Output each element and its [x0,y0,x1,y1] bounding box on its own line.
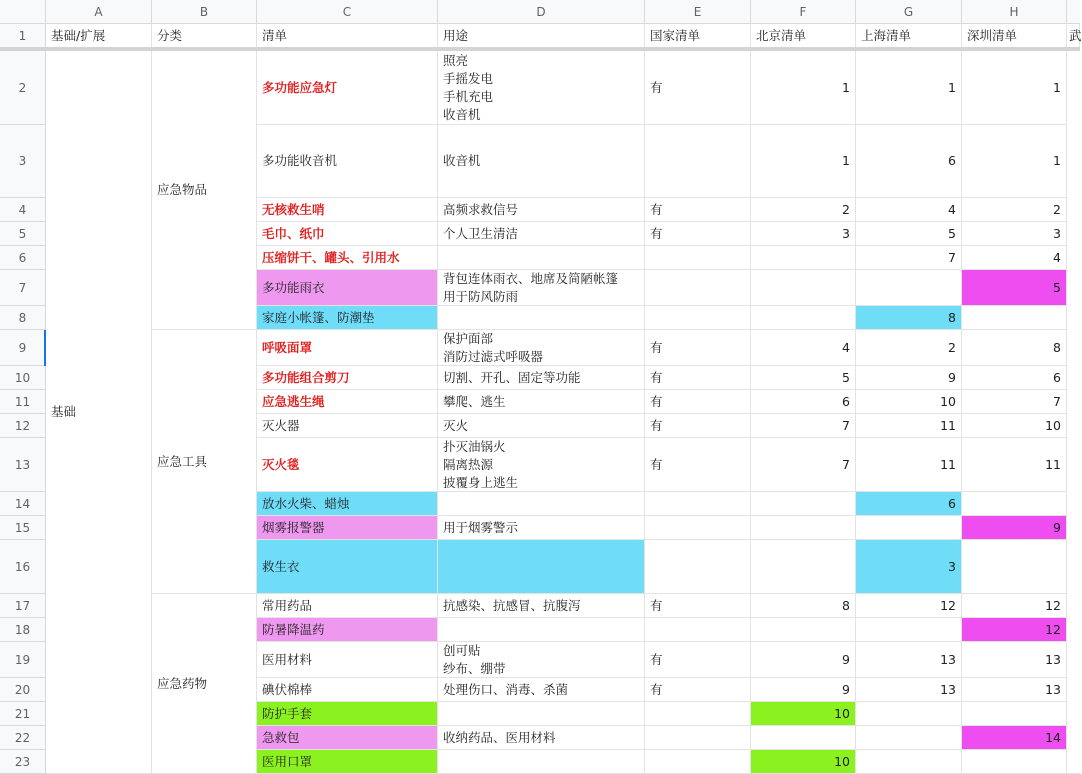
item-cell[interactable]: 呼吸面罩 [257,330,438,366]
item-cell[interactable]: 烟雾报警器 [257,516,438,540]
beijing-cell[interactable] [751,618,856,642]
item-cell[interactable]: 放水火柴、蜡烛 [257,492,438,516]
row-header[interactable]: 18 [0,618,46,642]
row-header[interactable]: 8 [0,306,46,330]
header-cell-national[interactable]: 国家清单 [645,24,751,48]
column-header-d[interactable]: D [438,0,645,24]
shenzhen-cell[interactable]: 8 [962,330,1067,366]
item-cell[interactable]: 灭火器 [257,414,438,438]
row-header[interactable]: 21 [0,702,46,726]
shenzhen-cell[interactable] [962,492,1067,516]
shanghai-cell[interactable]: 13 [856,642,962,678]
shenzhen-cell[interactable]: 12 [962,594,1067,618]
shenzhen-cell[interactable]: 3 [962,222,1067,246]
shanghai-cell[interactable]: 5 [856,222,962,246]
header-cell-shenzhen[interactable]: 深圳清单 [962,24,1067,48]
national-cell[interactable]: 有 [645,594,751,618]
select-all-corner[interactable] [0,0,46,24]
row-header[interactable]: 6 [0,246,46,270]
selected-row-indicator [0,330,46,366]
item-cell[interactable]: 医用材料 [257,642,438,678]
national-cell[interactable] [645,540,751,594]
national-cell[interactable]: 有 [645,438,751,492]
shanghai-cell[interactable]: 3 [856,540,962,594]
purpose-cell[interactable] [438,750,645,774]
column-header-b[interactable]: B [152,0,257,24]
item-cell[interactable]: 医用口罩 [257,750,438,774]
shanghai-cell[interactable]: 4 [856,198,962,222]
purpose-cell[interactable]: 收纳药品、医用材料 [438,726,645,750]
partial-column-cells[interactable] [1067,51,1080,774]
header-cell-type[interactable]: 基础/扩展 [46,24,152,48]
shenzhen-cell[interactable]: 6 [962,366,1067,390]
shanghai-cell[interactable] [856,516,962,540]
shenzhen-cell[interactable]: 7 [962,390,1067,414]
purpose-cell[interactable]: 灭火 [438,414,645,438]
beijing-cell[interactable] [751,726,856,750]
row-header[interactable]: 22 [0,726,46,750]
row-header[interactable]: 16 [0,540,46,594]
shenzhen-cell[interactable]: 13 [962,678,1067,702]
header-cell-category[interactable]: 分类 [152,24,257,48]
shenzhen-cell[interactable] [962,750,1067,774]
item-cell[interactable]: 碘伏棉棒 [257,678,438,702]
national-cell[interactable] [645,702,751,726]
item-cell[interactable]: 防暑降温药 [257,618,438,642]
item-cell[interactable]: 防护手套 [257,702,438,726]
row-header[interactable]: 5 [0,222,46,246]
item-cell[interactable]: 应急逃生绳 [257,390,438,414]
purpose-cell[interactable]: 切割、开孔、固定等功能 [438,366,645,390]
national-cell[interactable] [645,246,751,270]
column-header-f[interactable]: F [751,0,856,24]
shenzhen-cell[interactable] [962,306,1067,330]
shanghai-cell[interactable]: 13 [856,678,962,702]
column-header-c[interactable]: C [257,0,438,24]
national-cell[interactable] [645,492,751,516]
item-cell[interactable]: 多功能组合剪刀 [257,366,438,390]
header-cell-shanghai[interactable]: 上海清单 [856,24,962,48]
item-cell[interactable]: 无核救生哨 [257,198,438,222]
national-cell[interactable]: 有 [645,330,751,366]
header-cell-next[interactable]: 武 [1067,24,1080,48]
column-header-g[interactable]: G [856,0,962,24]
purpose-cell[interactable] [438,540,645,594]
shenzhen-cell[interactable]: 1 [962,125,1067,198]
column-header-a[interactable]: A [46,0,152,24]
row-header[interactable]: 2 [0,51,46,125]
national-cell[interactable] [645,516,751,540]
purpose-cell[interactable]: 背包连体雨衣、地席及简陋帐篷 用于防风防雨 [438,270,645,306]
category-tools-cell[interactable]: 应急工具 [152,330,257,594]
item-cell[interactable]: 多功能雨衣 [257,270,438,306]
shanghai-cell[interactable]: 11 [856,438,962,492]
row-header[interactable]: 19 [0,642,46,678]
row-header[interactable]: 3 [0,125,46,198]
national-cell[interactable]: 有 [645,366,751,390]
group-base-cell[interactable]: 基础 [46,51,152,774]
purpose-cell[interactable]: 高频求救信号 [438,198,645,222]
beijing-cell[interactable]: 7 [751,438,856,492]
item-cell[interactable]: 毛巾、纸巾 [257,222,438,246]
shanghai-cell[interactable]: 12 [856,594,962,618]
purpose-cell[interactable]: 保护面部 消防过滤式呼吸器 [438,330,645,366]
row-header[interactable]: 1 [0,24,46,48]
beijing-cell[interactable]: 9 [751,642,856,678]
national-cell[interactable] [645,726,751,750]
row-header[interactable]: 10 [0,366,46,390]
national-cell[interactable]: 有 [645,678,751,702]
national-cell[interactable] [645,750,751,774]
row-header[interactable]: 11 [0,390,46,414]
shanghai-cell[interactable] [856,726,962,750]
beijing-cell[interactable] [751,492,856,516]
shenzhen-cell[interactable]: 4 [962,246,1067,270]
row-header[interactable]: 12 [0,414,46,438]
purpose-cell[interactable]: 抗感染、抗感冒、抗腹泻 [438,594,645,618]
purpose-cell[interactable]: 用于烟雾警示 [438,516,645,540]
national-cell[interactable] [645,618,751,642]
shenzhen-cell[interactable]: 12 [962,618,1067,642]
shanghai-cell[interactable]: 2 [856,330,962,366]
frozen-row-divider[interactable] [0,47,1080,51]
beijing-cell[interactable]: 4 [751,330,856,366]
beijing-cell[interactable]: 6 [751,390,856,414]
national-cell[interactable]: 有 [645,414,751,438]
header-cell-item[interactable]: 清单 [257,24,438,48]
beijing-cell[interactable] [751,516,856,540]
beijing-cell[interactable]: 1 [751,51,856,125]
purpose-cell[interactable]: 照亮 手摇发电 手机充电 收音机 [438,51,645,125]
beijing-cell[interactable]: 8 [751,594,856,618]
category-meds-cell[interactable]: 应急药物 [152,594,257,774]
shenzhen-cell[interactable]: 2 [962,198,1067,222]
beijing-cell[interactable]: 9 [751,678,856,702]
row-header[interactable]: 15 [0,516,46,540]
row-header[interactable]: 9 [0,330,46,366]
national-cell[interactable] [645,306,751,330]
shanghai-cell[interactable] [856,702,962,726]
shenzhen-cell[interactable]: 9 [962,516,1067,540]
shenzhen-cell[interactable]: 10 [962,414,1067,438]
shanghai-cell[interactable] [856,270,962,306]
item-cell[interactable]: 急救包 [257,726,438,750]
shanghai-cell[interactable]: 8 [856,306,962,330]
purpose-cell[interactable]: 个人卫生清洁 [438,222,645,246]
shanghai-cell[interactable]: 7 [856,246,962,270]
national-cell[interactable]: 有 [645,198,751,222]
category-goods-cell[interactable]: 应急物品 [152,51,257,330]
beijing-cell[interactable]: 10 [751,702,856,726]
national-cell[interactable]: 有 [645,390,751,414]
national-cell[interactable]: 有 [645,51,751,125]
column-header-h[interactable]: H [962,0,1067,24]
purpose-cell[interactable]: 攀爬、逃生 [438,390,645,414]
purpose-cell[interactable] [438,306,645,330]
row-header[interactable]: 17 [0,594,46,618]
purpose-cell[interactable]: 创可贴 纱布、绷带 [438,642,645,678]
shenzhen-cell[interactable]: 13 [962,642,1067,678]
row-header[interactable]: 4 [0,198,46,222]
beijing-cell[interactable]: 1 [751,125,856,198]
item-cell[interactable]: 救生衣 [257,540,438,594]
header-cell-beijing[interactable]: 北京清单 [751,24,856,48]
column-header-i[interactable] [1067,0,1080,24]
shenzhen-cell[interactable] [962,702,1067,726]
shanghai-cell[interactable]: 6 [856,492,962,516]
item-cell[interactable]: 灭火毯 [257,438,438,492]
purpose-cell[interactable] [438,702,645,726]
national-cell[interactable] [645,125,751,198]
beijing-cell[interactable] [751,246,856,270]
shenzhen-cell[interactable]: 11 [962,438,1067,492]
row-header[interactable]: 14 [0,492,46,516]
item-cell[interactable]: 多功能收音机 [257,125,438,198]
beijing-cell[interactable]: 5 [751,366,856,390]
shanghai-cell[interactable]: 10 [856,390,962,414]
shanghai-cell[interactable] [856,750,962,774]
item-cell[interactable]: 常用药品 [257,594,438,618]
purpose-cell[interactable] [438,618,645,642]
shenzhen-cell[interactable]: 14 [962,726,1067,750]
purpose-cell[interactable]: 扑灭油锅火 隔离热源 披覆身上逃生 [438,438,645,492]
purpose-cell[interactable]: 收音机 [438,125,645,198]
beijing-cell[interactable]: 2 [751,198,856,222]
beijing-cell[interactable]: 3 [751,222,856,246]
row-header[interactable]: 13 [0,438,46,492]
shanghai-cell[interactable]: 1 [856,51,962,125]
item-cell[interactable]: 家庭小帐篷、防潮垫 [257,306,438,330]
national-cell[interactable] [645,270,751,306]
shenzhen-cell[interactable]: 5 [962,270,1067,306]
row-header[interactable]: 20 [0,678,46,702]
national-cell[interactable]: 有 [645,222,751,246]
purpose-cell[interactable] [438,246,645,270]
purpose-cell[interactable] [438,492,645,516]
beijing-cell[interactable] [751,270,856,306]
beijing-cell[interactable] [751,306,856,330]
national-cell[interactable]: 有 [645,642,751,678]
beijing-cell[interactable] [751,540,856,594]
beijing-cell[interactable]: 7 [751,414,856,438]
row-header[interactable]: 7 [0,270,46,306]
header-cell-purpose[interactable]: 用途 [438,24,645,48]
item-cell[interactable]: 多功能应急灯 [257,51,438,125]
purpose-cell[interactable]: 处理伤口、消毒、杀菌 [438,678,645,702]
shanghai-cell[interactable]: 9 [856,366,962,390]
shanghai-cell[interactable]: 6 [856,125,962,198]
beijing-cell[interactable]: 10 [751,750,856,774]
shenzhen-cell[interactable]: 1 [962,51,1067,125]
shanghai-cell[interactable] [856,618,962,642]
shenzhen-cell[interactable] [962,540,1067,594]
item-cell[interactable]: 压缩饼干、罐头、引用水 [257,246,438,270]
shanghai-cell[interactable]: 11 [856,414,962,438]
column-header-e[interactable]: E [645,0,751,24]
row-header[interactable]: 23 [0,750,46,774]
